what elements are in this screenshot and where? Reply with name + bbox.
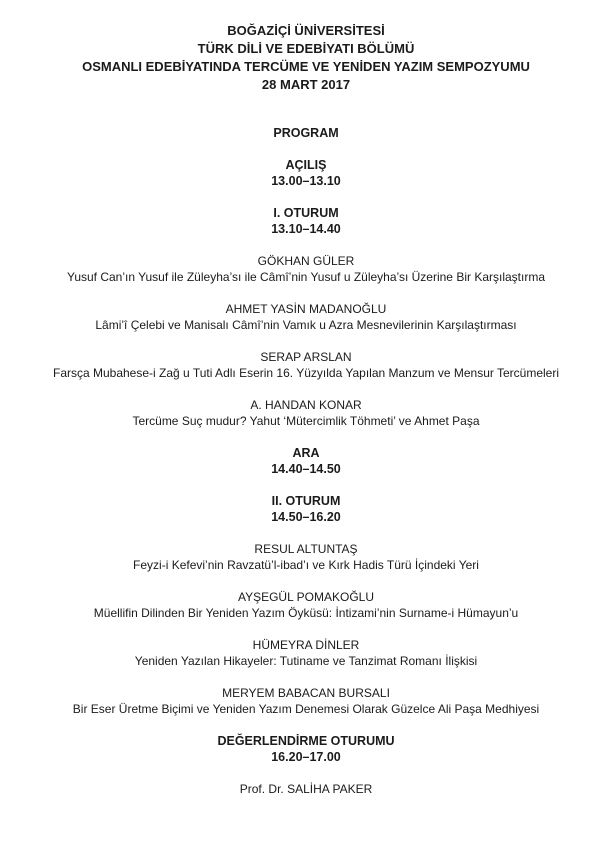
talk-block (0, 253, 612, 285)
session-time: 14.40–14.50 (271, 462, 341, 476)
session-label: DEĞERLENDİRME OTURUMU (217, 734, 395, 748)
symposium-title: OSMANLI EDEBİYATINDA TERCÜME VE YENİDEN YAZIM SEMPOZYUMU (82, 59, 530, 74)
talk-block (0, 397, 612, 429)
talk-title: Yusuf Can’ın Yusuf ile Züleyha’sı ile Câmî’nin Yusuf u Züleyha’sı Üzerine Bir Karşılaştırma (66, 270, 545, 284)
speaker-name: RESUL ALTUNTAŞ (254, 542, 358, 556)
session-block-evaluation (0, 733, 612, 765)
session-time: 13.10–14.40 (271, 222, 341, 236)
talk-title: Yeniden Yazılan Hikayeler: Tutiname ve Tanzimat Romanı İlişkisi (134, 654, 478, 668)
moderator-name: Prof. Dr. SALİHA PAKER (239, 782, 373, 796)
talk-block (0, 301, 612, 333)
session-block-second-session (0, 493, 612, 525)
speaker-name: HÜMEYRA DİNLER (252, 638, 360, 652)
talk-block (0, 637, 612, 669)
talk-title: Farsça Mubahese-i Zağ u Tuti Adlı Eserin 16. Yüzyılda Yapılan Manzum ve Mensur Tercümeleri (52, 366, 560, 380)
session-label: I. OTURUM (273, 206, 339, 220)
speaker-name: A. HANDAN KONAR (250, 398, 362, 412)
session-block-first-session (0, 205, 612, 237)
talk-title: Lâmi’î Çelebi ve Manisalı Câmî’nin Vamık u Azra Mesnevilerinin Karşılaştırması (95, 318, 517, 332)
speaker-name: AYŞEGÜL POMAKOĞLU (237, 590, 375, 604)
program-heading: PROGRAM (273, 126, 339, 140)
talk-title: Bir Eser Üretme Biçimi ve Yeniden Yazım Denemesi Olarak Güzelce Ali Paşa Medhiyesi (72, 702, 540, 716)
department-name: TÜRK DİLİ VE EDEBİYATI BÖLÜMÜ (197, 41, 415, 56)
talk-block (0, 685, 612, 717)
talk-title: Tercüme Suç mudur? Yahut ‘Mütercimlik Töhmeti’ ve Ahmet Paşa (132, 414, 480, 428)
talk-title: Feyzi-i Kefevi’nin Ravzatü’l-ibad’ı ve Kırk Hadis Türü İçindeki Yeri (133, 558, 479, 572)
session-block-break (0, 445, 612, 477)
session-time: 14.50–16.20 (271, 510, 341, 524)
symposium-date: 28 MART 2017 (261, 77, 351, 92)
talk-block (0, 541, 612, 573)
speaker-name: AHMET YASİN MADANOĞLU (225, 302, 387, 316)
university-name: BOĞAZİÇİ ÜNİVERSİTESİ (227, 23, 385, 38)
speaker-name: MERYEM BABACAN BURSALI (222, 686, 390, 700)
document-header (0, 22, 612, 94)
speaker-name: SERAP ARSLAN (260, 350, 352, 364)
session-time: 13.00–13.10 (271, 174, 341, 188)
session-label: II. OTURUM (271, 494, 341, 508)
session-label: AÇILIŞ (285, 158, 327, 172)
session-block-opening (0, 157, 612, 189)
speaker-name: GÖKHAN GÜLER (257, 254, 355, 268)
talk-block (0, 349, 612, 381)
session-time: 16.20–17.00 (271, 750, 341, 764)
talk-block (0, 589, 612, 621)
session-label: ARA (292, 446, 320, 460)
talk-title: Müellifin Dilinden Bir Yeniden Yazım Öyküsü: İntizami’nin Surname-i Hümayun’u (93, 606, 519, 620)
